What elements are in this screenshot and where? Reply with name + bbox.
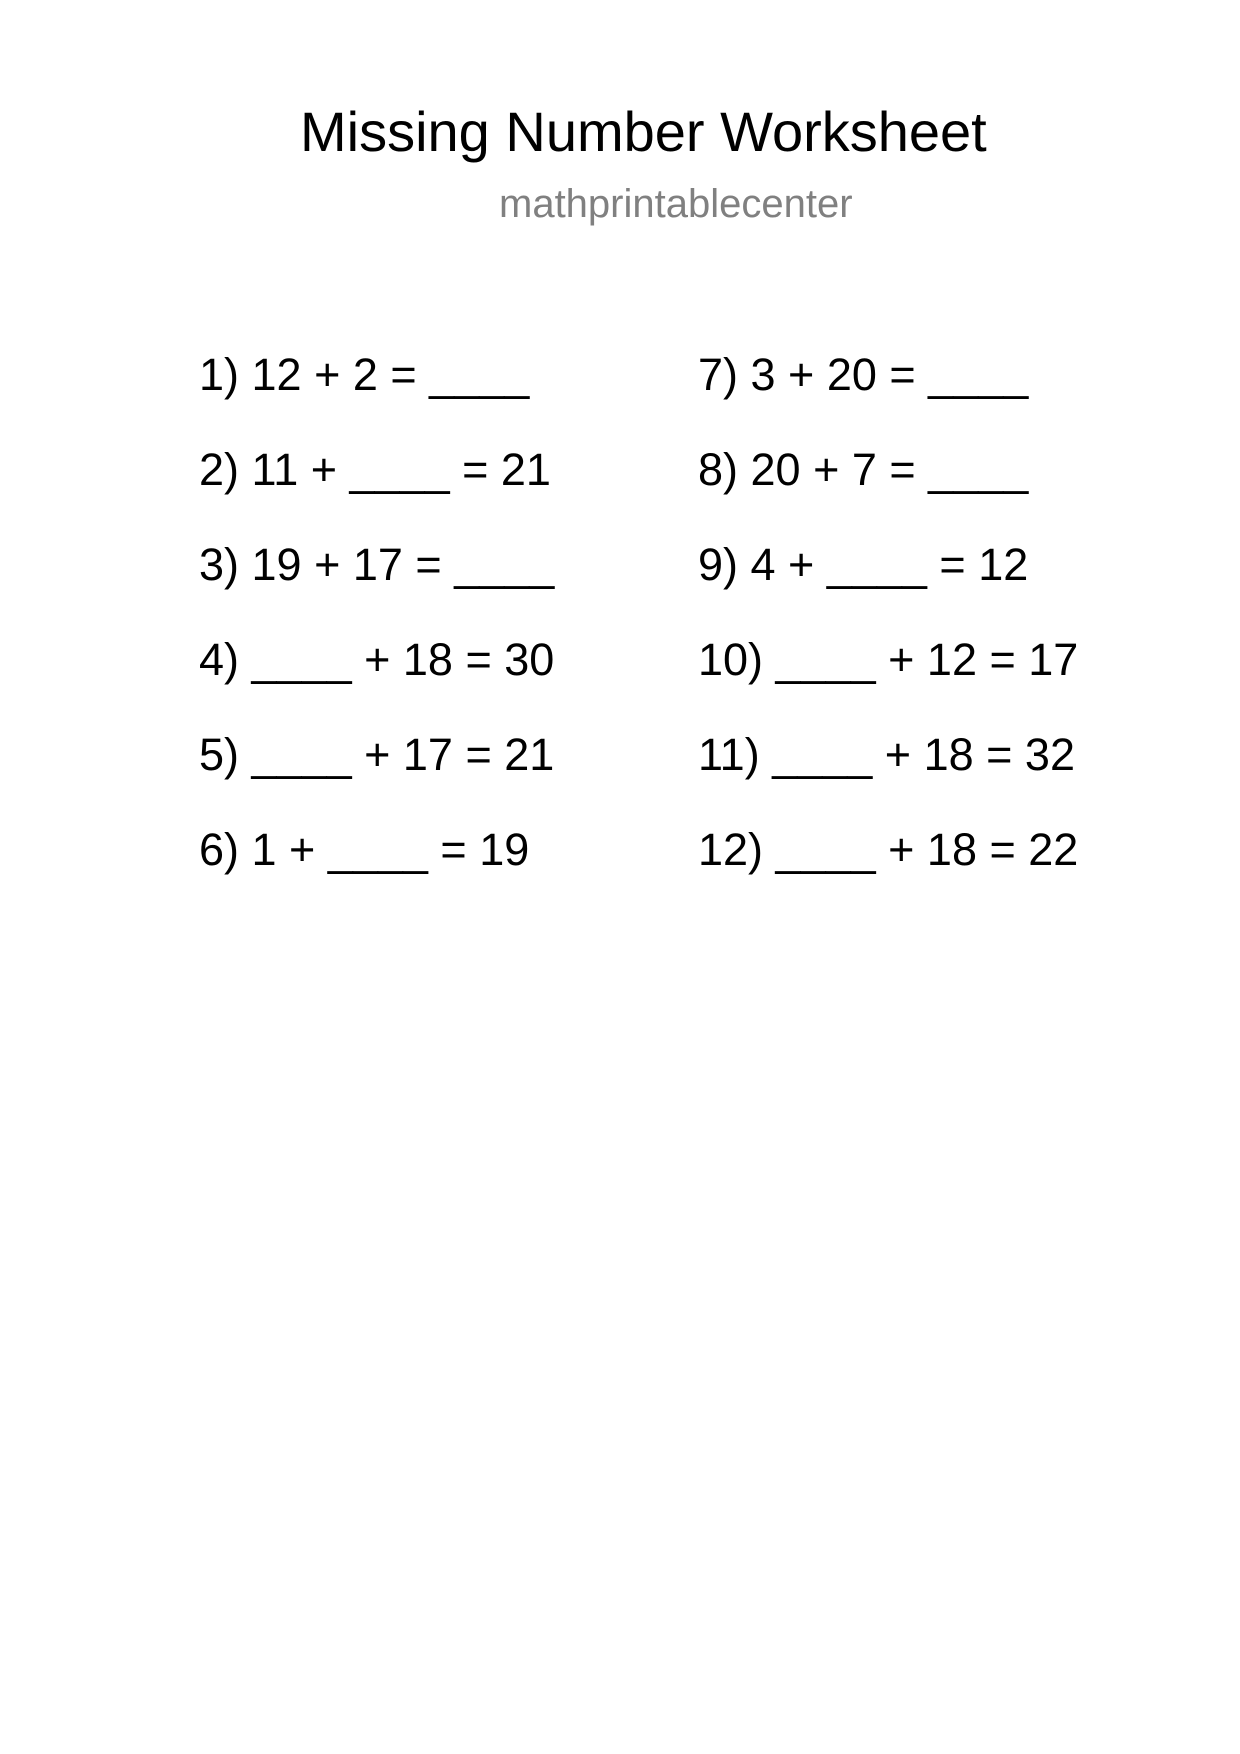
- problem-5: 5) ____ + 17 = 21: [199, 729, 555, 780]
- problem-8: 8) 20 + 7 = ____: [698, 444, 1029, 495]
- problem-4: 4) ____ + 18 = 30: [199, 634, 555, 685]
- worksheet-title: Missing Number Worksheet: [300, 100, 987, 163]
- problem-6: 6) 1 + ____ = 19: [199, 824, 530, 875]
- problem-9: 9) 4 + ____ = 12: [698, 539, 1029, 590]
- problem-11: 11) ____ + 18 = 32: [698, 729, 1075, 780]
- problem-7: 7) 3 + 20 = ____: [698, 349, 1029, 400]
- problem-12: 12) ____ + 18 = 22: [698, 824, 1079, 875]
- problem-1: 1) 12 + 2 = ____: [199, 349, 530, 400]
- problem-2: 2) 11 + ____ = 21: [199, 444, 551, 495]
- worksheet-source: mathprintablecenter: [499, 182, 853, 226]
- problem-3: 3) 19 + 17 = ____: [199, 539, 555, 590]
- problem-10: 10) ____ + 12 = 17: [698, 634, 1079, 685]
